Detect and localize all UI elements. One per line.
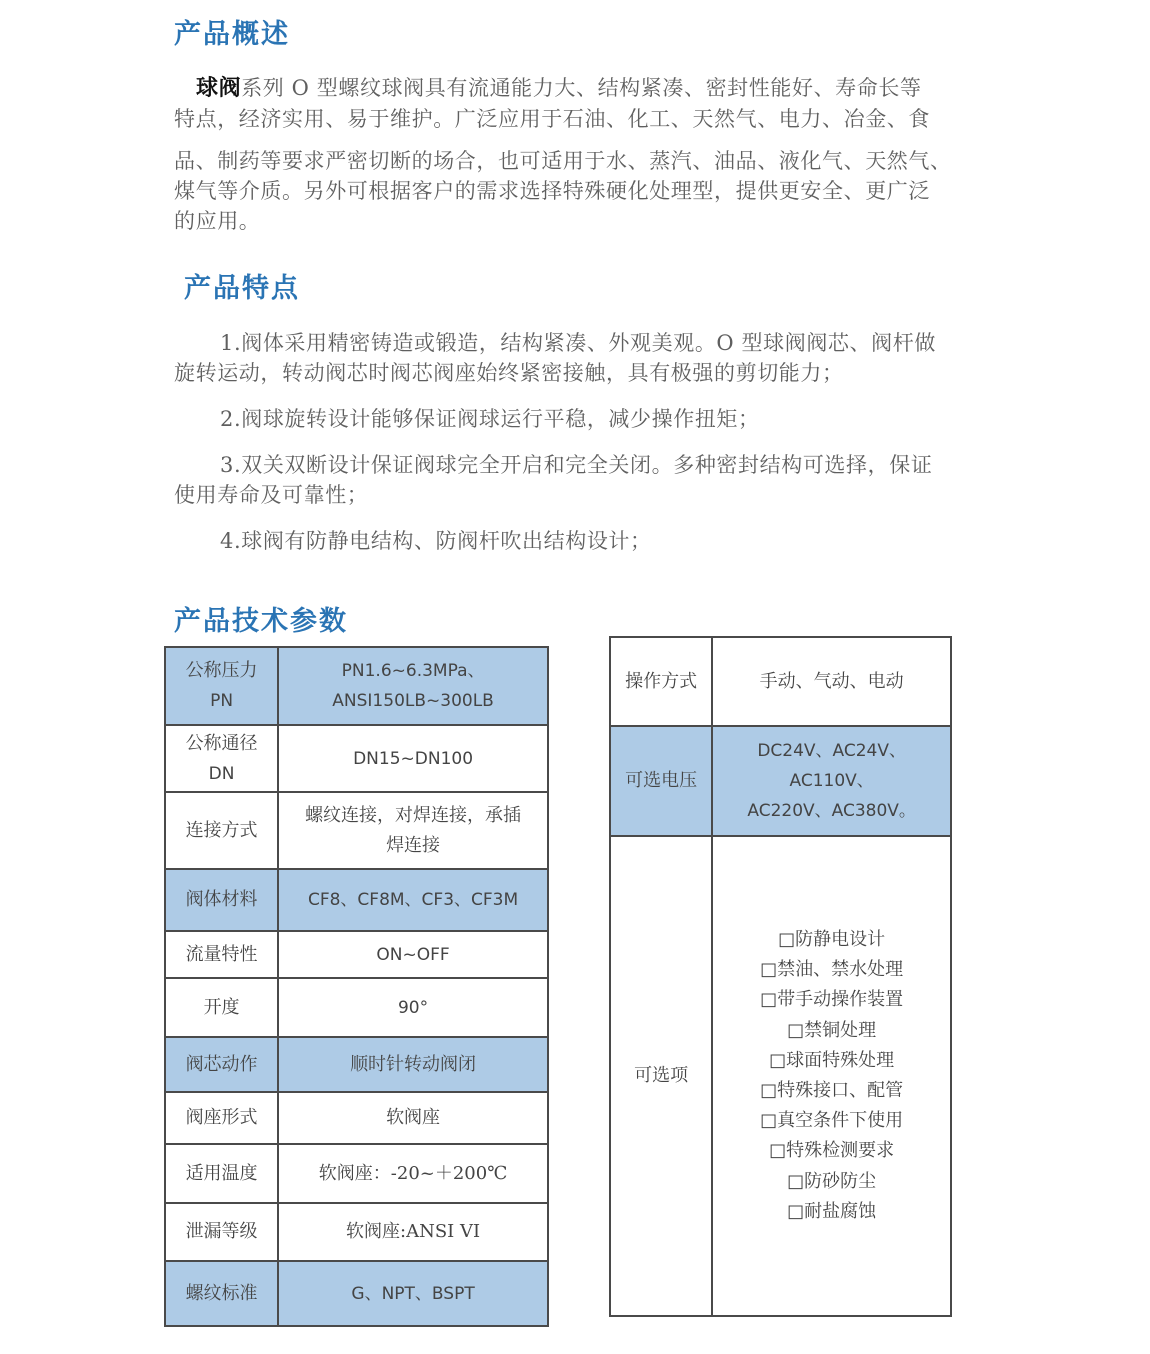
option-value-extras	[712, 836, 951, 1316]
param-label-diameter: 公称通径 DN	[165, 725, 278, 792]
list-item: □耐盐腐蚀	[787, 1200, 877, 1222]
param-value-seat: 软阀座	[278, 1092, 548, 1144]
param-label-thread: 螺纹标准	[165, 1261, 278, 1326]
list-item: □特殊接口、配管	[760, 1080, 904, 1101]
param-label-flow: 流量特性	[165, 931, 278, 978]
table-row	[610, 726, 951, 836]
param-value-flow: ON~OFF	[278, 931, 548, 978]
features-heading: 产品特点	[184, 273, 300, 304]
overview-line-4: 煤气等介质。另外可根据客户的需求选择特殊硬化处理型，提供更安全、更广泛	[174, 179, 930, 203]
list-item: □防静电设计	[778, 928, 886, 950]
table-row	[610, 836, 951, 1316]
param-label-connection: 连接方式	[165, 792, 278, 869]
param-value-connection: 螺纹连接，对焊连接，承插 焊连接	[278, 792, 548, 869]
table-row	[165, 1203, 548, 1261]
param-label-leakage: 泄漏等级	[165, 1203, 278, 1261]
table-row	[165, 1037, 548, 1092]
param-label-opening: 开度	[165, 978, 278, 1037]
feature-item-1: 1.阀体采用精密铸造或锻造，结构紧凑、外观美观。O 型球阀阀芯、阀杆做 旋转运动，转动阀芯时阀芯阀座始终紧密接触，具有极强的剪切能力；	[174, 331, 936, 385]
list-item: □球面特殊处理	[769, 1049, 895, 1071]
table-row	[165, 1092, 548, 1144]
list-item: □真空条件下使用	[760, 1110, 904, 1132]
feature-item-3: 3.双关双断设计保证阀球完全开启和完全关闭。多种密封结构可选择，保证 使用寿命及可靠性；	[174, 453, 933, 507]
option-value-voltage: DC24V、AC24V、AC110V、 AC220V、AC380V。	[712, 726, 951, 836]
features-list	[174, 328, 979, 556]
feature-item-2: 2.阀球旋转设计能够保证阀球运行平稳，减少操作扭矩；	[220, 407, 760, 431]
table-row	[610, 637, 951, 726]
overview-line-3: 品、制药等要求严密切断的场合，也可适用于水、蒸汽、油品、液化气、天然气、	[174, 149, 952, 173]
param-value-diameter: DN15~DN100	[278, 725, 548, 792]
table-row	[165, 1261, 548, 1326]
param-value-core-action: 顺时针转动阀闭	[278, 1037, 548, 1092]
option-label-extras: 可选项	[610, 836, 712, 1316]
option-label-operation: 操作方式	[610, 637, 712, 726]
params-table-left	[164, 646, 549, 1327]
overview-line-1: 球阀系列 O 型螺纹球阀具有流通能力大、结构紧凑、密封性能好、寿命长等	[196, 76, 922, 101]
table-row	[165, 725, 548, 792]
overview-heading: 产品概述	[174, 19, 290, 50]
option-label-voltage: 可选电压	[610, 726, 712, 836]
table-row	[165, 792, 548, 869]
table-row	[165, 931, 548, 978]
param-value-leakage: 软阀座:ANSI VI	[278, 1203, 548, 1261]
list-item: □禁油、禁水处理	[760, 959, 904, 981]
param-value-body-material: CF8、CF8M、CF3、CF3M	[278, 869, 548, 931]
param-label-core-action: 阀芯动作	[165, 1037, 278, 1092]
params-heading: 产品技术参数	[174, 606, 348, 637]
param-value-opening: 90°	[278, 978, 548, 1037]
table-row	[165, 869, 548, 931]
param-value-temperature: 软阀座：-20~＋200℃	[278, 1144, 548, 1203]
option-value-operation: 手动、气动、电动	[712, 637, 951, 726]
feature-item-4: 4.球阀有防静电结构、防阀杆吹出结构设计；	[220, 529, 652, 553]
list-item: □防砂防尘	[787, 1170, 877, 1192]
overview-line-2: 特点，经济实用、易于维护。广泛应用于石油、化工、天然气、电力、冶金、食	[174, 107, 930, 131]
table-row	[165, 647, 548, 725]
overview-lead-term: 球阀	[196, 76, 242, 101]
list-item: □特殊检测要求	[769, 1140, 895, 1162]
param-value-thread: G、NPT、BSPT	[278, 1261, 548, 1326]
param-label-body-material: 阀体材料	[165, 869, 278, 931]
param-label-pressure: 公称压力 PN	[165, 647, 278, 725]
overview-line-5: 的应用。	[174, 209, 261, 233]
table-row	[165, 1144, 548, 1203]
param-label-seat: 阀座形式	[165, 1092, 278, 1144]
overview-paragraph	[174, 73, 979, 236]
param-label-temperature: 适用温度	[165, 1144, 278, 1203]
param-value-pressure: PN1.6~6.3MPa、 ANSI150LB~300LB	[278, 647, 548, 725]
list-item: □带手动操作装置	[760, 989, 904, 1011]
list-item: □禁铜处理	[787, 1019, 877, 1041]
params-table-right	[609, 636, 952, 1317]
table-row	[165, 978, 548, 1037]
